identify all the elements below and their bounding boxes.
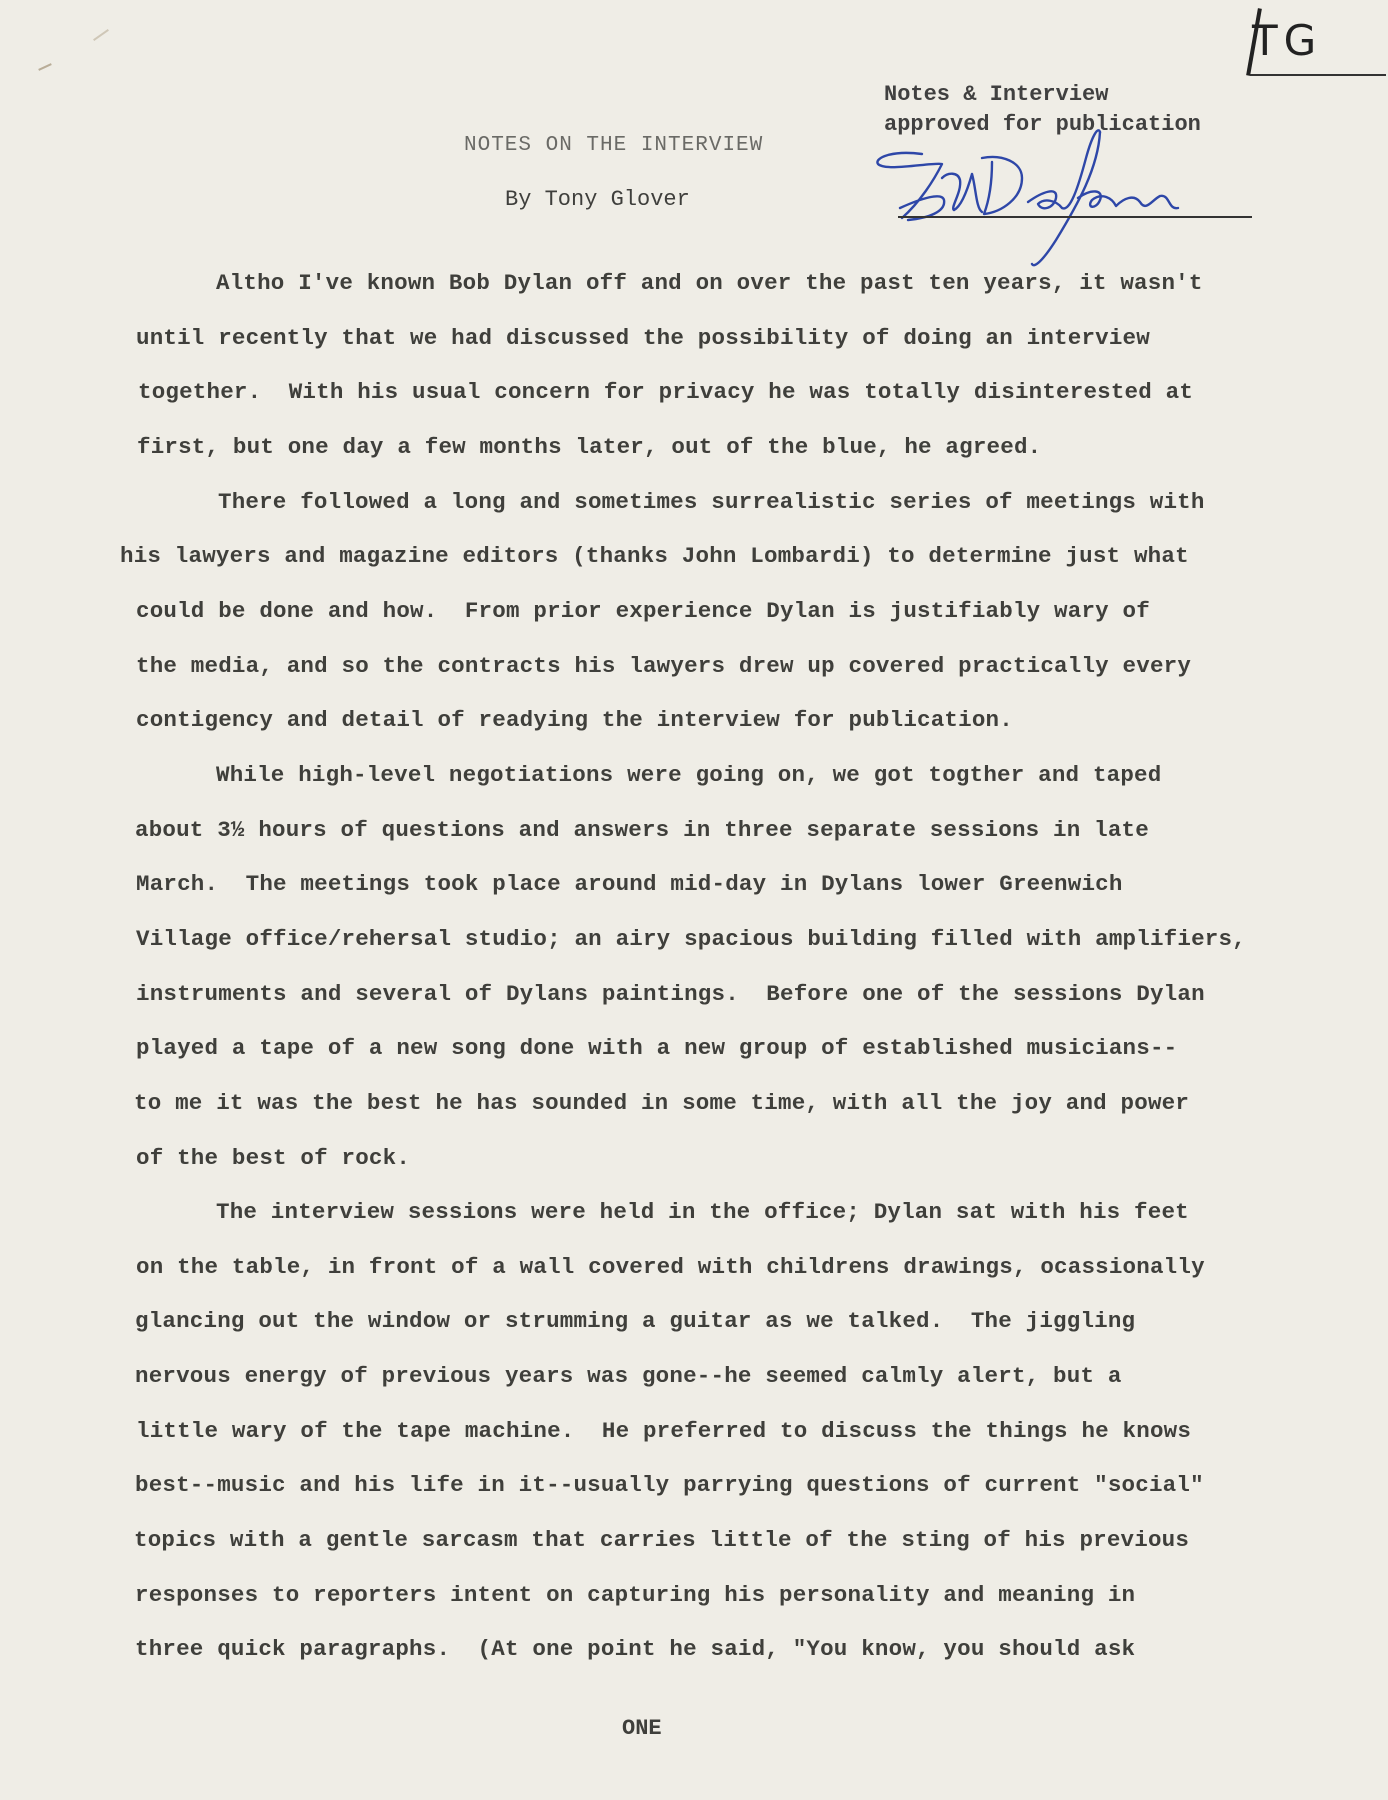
body-line: nervous energy of previous years was gone--he seemed calmly alert, but a: [135, 1363, 1122, 1389]
byline: By Tony Glover: [505, 187, 690, 212]
body-line: March. The meetings took place around mid-day in Dylans lower Greenwich: [136, 871, 1123, 897]
body-line: little wary of the tape machine. He preferred to discuss the things he knows: [136, 1418, 1192, 1444]
bob-dylan-signature: [872, 128, 1262, 268]
initials-underline: [1250, 74, 1386, 76]
body-line: glancing out the window or strumming a guitar as we talked. The jiggling: [135, 1308, 1136, 1334]
body-line: about 3½ hours of questions and answers in three separate sessions in late: [135, 817, 1149, 843]
body-line: While high-level negotiations were going on, we got togther and taped: [216, 762, 1162, 788]
approval-line-2: approved for publication: [884, 112, 1201, 137]
body-line: together. With his usual concern for privacy he was totally disinterested at: [138, 379, 1194, 405]
body-line: of the best of rock.: [136, 1145, 411, 1171]
body-line: Village office/rehersal studio; an airy spacious building filled with amplifiers,: [136, 926, 1246, 952]
body-line: first, but one day a few months later, out of the blue, he agreed.: [137, 434, 1042, 460]
body-line: played a tape of a new song done with a new group of established musicians--: [136, 1035, 1178, 1061]
document-title: NOTES ON THE INTERVIEW: [464, 134, 764, 157]
body-line: Altho I've known Bob Dylan off and on over the past ten years, it wasn't: [216, 270, 1203, 296]
body-line: on the table, in front of a wall covered with childrens drawings, ocassionally: [136, 1254, 1205, 1280]
approval-line-1: Notes & Interview: [884, 82, 1109, 107]
body-line: instruments and several of Dylans paintings. Before one of the sessions Dylan: [136, 981, 1205, 1007]
paper-mark: [38, 63, 52, 71]
corner-initials: TG: [1252, 16, 1323, 65]
page-number: ONE: [622, 1716, 662, 1741]
body-line: responses to reporters intent on capturing his personality and meaning in: [135, 1582, 1136, 1608]
body-line: three quick paragraphs. (At one point he said, "You know, you should ask: [135, 1636, 1136, 1662]
body-line: to me it was the best he has sounded in some time, with all the joy and power: [134, 1090, 1190, 1116]
body-line: could be done and how. From prior experience Dylan is justifiably wary of: [136, 598, 1150, 624]
body-line: best--music and his life in it--usually parrying questions of current "social": [135, 1472, 1204, 1498]
body-line: his lawyers and magazine editors (thanks John Lombardi) to determine just what: [120, 543, 1189, 569]
body-line: the media, and so the contracts his lawyers drew up covered practically every: [136, 653, 1192, 679]
body-line: topics with a gentle sarcasm that carries little of the sting of his previous: [134, 1527, 1190, 1553]
body-line: contigency and detail of readying the interview for publication.: [136, 707, 1013, 733]
body-line: The interview sessions were held in the office; Dylan sat with his feet: [216, 1199, 1189, 1225]
body-line: until recently that we had discussed the possibility of doing an interview: [136, 325, 1150, 351]
body-line: There followed a long and sometimes surrealistic series of meetings with: [218, 489, 1205, 515]
signature-line: [898, 216, 1252, 218]
paper-mark: [93, 29, 109, 41]
